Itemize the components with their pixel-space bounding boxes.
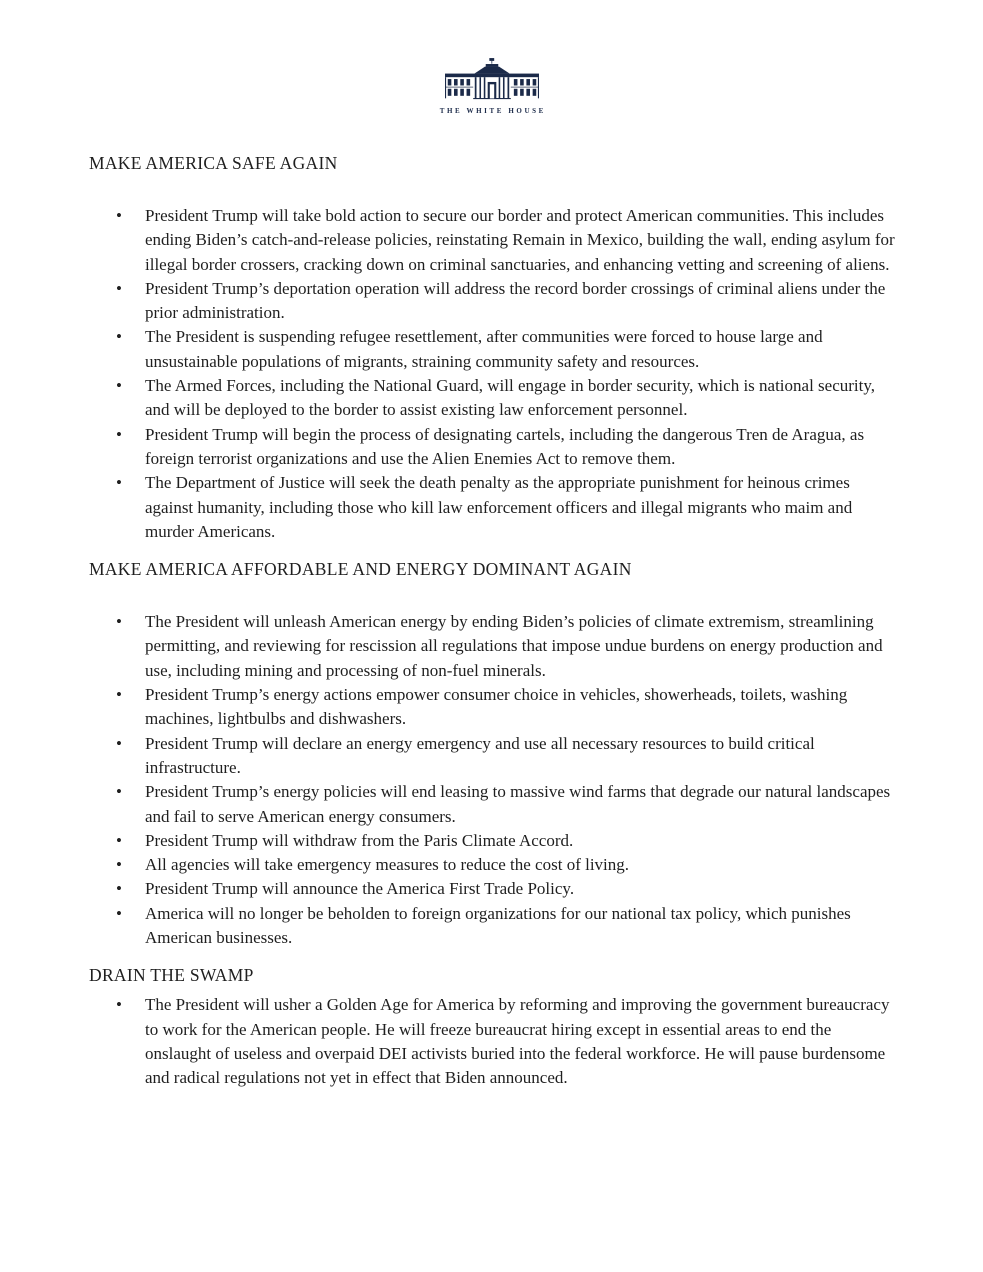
bullet-list-safe-again [89,204,899,544]
section-drain-the-swamp [89,964,899,1090]
bullet-item: • The President will usher a Golden Age for America by reforming and improving the government bureaucracy to work for the American people. He will freeze bureaucrat hiring except in essential areas to end the onslaught of useless and overpaid DEI activists buried into the federal workforce. He will pause burdensome and radical regulations not yet in effect that Biden announced. [89,993,899,1090]
bullet-item: • President Trump’s energy actions empower consumer choice in vehicles, showerheads, toilets, washing machines, lightbulbs and dishwashers. [89,683,899,732]
section-heading-energy: MAKE AMERICA AFFORDABLE AND ENERGY DOMINANT AGAIN [89,559,632,580]
section-affordable-energy-dominant [89,558,899,950]
bullet-item: • The President is suspending refugee resettlement, after communities were forced to house large and unsustainable populations of migrants, straining community safety and resources. [89,325,899,374]
white-house-building-icon [445,58,539,102]
document-content [89,152,899,1091]
section-heading-drain-swamp: DRAIN THE SWAMP [89,965,254,986]
bullet-item: • America will no longer be beholden to foreign organizations for our national tax policy, which punishes American businesses. [89,902,899,951]
bullet-item: • The Department of Justice will seek the death penalty as the appropriate punishment for heinous crimes against humanity, including those who kill law enforcement officers and illegal migrants who maim and murder Americans. [89,471,899,544]
bullet-list-drain-swamp [89,993,899,1090]
bullet-item: • President Trump will announce the America First Trade Policy. [89,877,899,901]
bullet-item: • The Armed Forces, including the National Guard, will engage in border security, which is national security, and will be deployed to the border to assist existing law enforcement personnel. [89,374,899,423]
section-make-america-safe-again [89,152,899,544]
logo-caption: THE WHITE HOUSE [439,107,546,115]
bullet-item: • President Trump will take bold action to secure our border and protect American communities. This includes ending Biden’s catch-and-release policies, reinstating Remain in Mexico, building the wall, ending asylum for illegal border crossers, cracking down on criminal sanctuaries, and enhancing vetting and screening of aliens. [89,204,899,277]
bullet-item: • President Trump will withdraw from the Paris Climate Accord. [89,829,899,853]
bullet-item: • President Trump’s energy policies will end leasing to massive wind farms that degrade our natural landscapes and fail to serve American energy consumers. [89,780,899,829]
bullet-item: • President Trump will begin the process of designating cartels, including the dangerous Tren de Aragua, as foreign terrorist organizations and use the Alien Enemies Act to remove them. [89,423,899,472]
bullet-item: • All agencies will take emergency measures to reduce the cost of living. [89,853,899,877]
bullet-item: • President Trump’s deportation operation will address the record border crossings of criminal aliens under the prior administration. [89,277,899,326]
section-heading-safe-again: MAKE AMERICA SAFE AGAIN [89,153,338,173]
bullet-list-energy [89,610,899,950]
bullet-item: • The President will unleash American energy by ending Biden’s policies of climate extremism, streamlining permitting, and reviewing for rescission all regulations that impose undue burdens on energy production and use, including mining and processing of non-fuel minerals. [89,610,899,683]
white-house-logo [0,0,983,115]
bullet-item: • President Trump will declare an energy emergency and use all necessary resources to build critical infrastructure. [89,732,899,781]
